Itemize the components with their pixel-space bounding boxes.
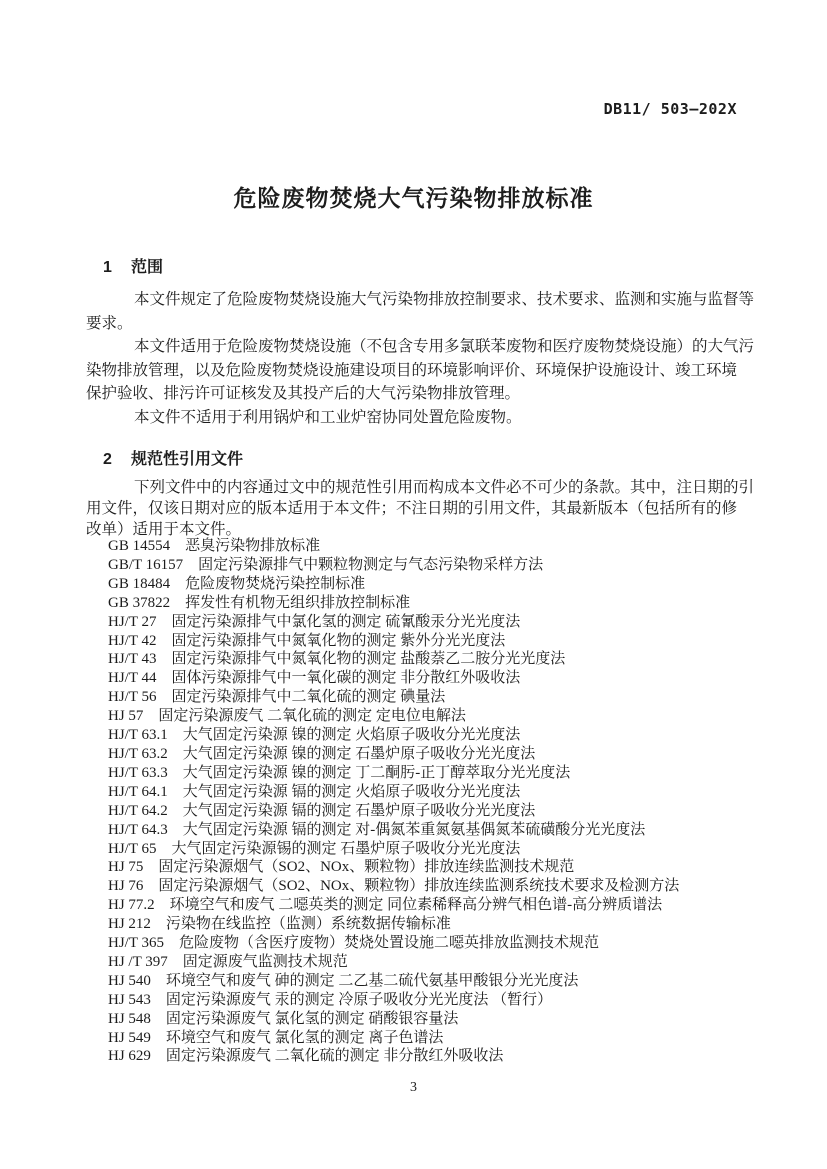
reference-item: HJ/T 44 固体污染源排气中一氧化碳的测定 非分散红外吸收法 <box>108 670 521 687</box>
reference-item: HJ/T 42 固定污染源排气中氮氧化物的测定 紫外分光光度法 <box>108 632 506 649</box>
paragraph-line: 下列文件中的内容通过文中的规范性引用而构成本文件必不可少的条款。其中，注日期的引 <box>134 479 755 496</box>
reference-item: HJ 77.2 环境空气和废气 二噁英类的测定 同位素稀释高分辨气相色谱-高分辨质谱法 <box>108 897 663 914</box>
standard-code-header: DB11/ 503—202X <box>603 100 737 118</box>
reference-item: HJ/T 64.2 大气固定污染源 镉的测定 石墨炉原子吸收分光光度法 <box>108 802 536 819</box>
reference-item: HJ 540 环境空气和废气 砷的测定 二乙基二硫代氨基甲酸银分光光度法 <box>108 972 579 989</box>
page-number: 3 <box>410 1080 417 1095</box>
reference-item: HJ/T 63.3 大气固定污染源 镍的测定 丁二酮肟-正丁醇萃取分光光度法 <box>108 764 571 781</box>
paragraph-line: 保护验收、排污许可证核发及其投产后的大气污染物排放管理。 <box>86 385 521 402</box>
reference-item: HJ 75 固定污染源烟气（SO2、NOx、颗粒物）排放连续监测技术规范 <box>108 859 575 876</box>
paragraph-line: 本文件规定了危险废物焚烧设施大气污染物排放控制要求、技术要求、监测和实施与监督等 <box>134 291 755 308</box>
reference-item: HJ/T 56 固定污染源排气中二氧化硫的测定 碘量法 <box>108 689 446 706</box>
section-1-number: 1 <box>103 259 112 276</box>
reference-item: HJ/T 27 固定污染源排气中氯化氢的测定 硫氰酸汞分光光度法 <box>108 613 521 630</box>
document-title: 危险废物焚烧大气污染物排放标准 <box>233 185 594 211</box>
reference-item: HJ/T 63.2 大气固定污染源 镍的测定 石墨炉原子吸收分光光度法 <box>108 745 536 762</box>
reference-item: HJ 543 固定污染源废气 汞的测定 冷原子吸收分光光度法 （暂行） <box>108 991 553 1008</box>
section-1-paragraphs <box>86 288 755 429</box>
reference-item: HJ 549 环境空气和废气 氯化氢的测定 离子色谱法 <box>108 1029 444 1046</box>
reference-item: GB 37822 挥发性有机物无组织排放控制标准 <box>108 594 411 611</box>
section-2-number: 2 <box>103 451 112 468</box>
paragraph-line: 染物排放管理，以及危险废物焚烧设施建设项目的环境影响评价、环境保护设施设计、竣工环境 <box>86 361 738 379</box>
reference-item: HJ/T 64.3 大气固定污染源 镉的测定 对-偶氮苯重氮氨基偶氮苯硫磺酸分光光度法 <box>108 821 646 838</box>
reference-item: HJ/T 43 固定污染源排气中氮氧化物的测定 盐酸萘乙二胺分光光度法 <box>108 651 566 668</box>
section-2-intro <box>86 477 755 540</box>
section-1-title: 范围 <box>131 259 164 276</box>
reference-item: HJ 212 污染物在线监控（监测）系统数据传输标准 <box>108 916 451 933</box>
normative-references-list <box>108 537 748 1066</box>
reference-item: HJ/T 365 危险废物（含医疗废物）焚烧处置设施二噁英排放监测技术规范 <box>108 935 599 952</box>
section-2-title: 规范性引用文件 <box>131 451 244 468</box>
paragraph-line: 用文件，仅该日期对应的版本适用于本文件；不注日期的引用文件，其最新版本（包括所有的修 <box>86 500 738 517</box>
reference-item: HJ 76 固定污染源烟气（SO2、NOx、颗粒物）排放连续监测系统技术要求及检测方法 <box>108 878 680 895</box>
paragraph-line: 要求。 <box>86 314 133 332</box>
reference-item: HJ/T 63.1 大气固定污染源 镍的测定 火焰原子吸收分光光度法 <box>108 727 521 744</box>
reference-item: GB 14554 恶臭污染物排放标准 <box>108 538 321 554</box>
reference-item: HJ/T 64.1 大气固定污染源 镉的测定 火焰原子吸收分光光度法 <box>108 783 521 800</box>
reference-item: HJ 57 固定污染源废气 二氧化硫的测定 定电位电解法 <box>108 708 466 725</box>
reference-item: GB 18484 危险废物焚烧污染控制标准 <box>108 575 366 592</box>
reference-item: HJ/T 65 大气固定污染源锡的测定 石墨炉原子吸收分光光度法 <box>108 840 521 857</box>
paragraph-line: 本文件适用于危险废物焚烧设施（不包含专用多氯联苯废物和医疗废物焚烧设施）的大气污 <box>134 338 755 355</box>
reference-item: HJ /T 397 固定源废气监测技术规范 <box>108 953 348 970</box>
section-1-heading <box>103 254 163 277</box>
section-2-heading <box>103 446 243 469</box>
paragraph-line: 改单）适用于本文件。 <box>86 521 242 538</box>
reference-item: GB/T 16157 固定污染源排气中颗粒物测定与气态污染物采样方法 <box>108 556 544 573</box>
reference-item: HJ 629 固定污染源废气 二氧化硫的测定 非分散红外吸收法 <box>108 1048 504 1065</box>
paragraph-line: 本文件不适用于利用锅炉和工业炉窑协同处置危险废物。 <box>134 408 522 426</box>
reference-item: HJ 548 固定污染源废气 氯化氢的测定 硝酸银容量法 <box>108 1010 459 1027</box>
